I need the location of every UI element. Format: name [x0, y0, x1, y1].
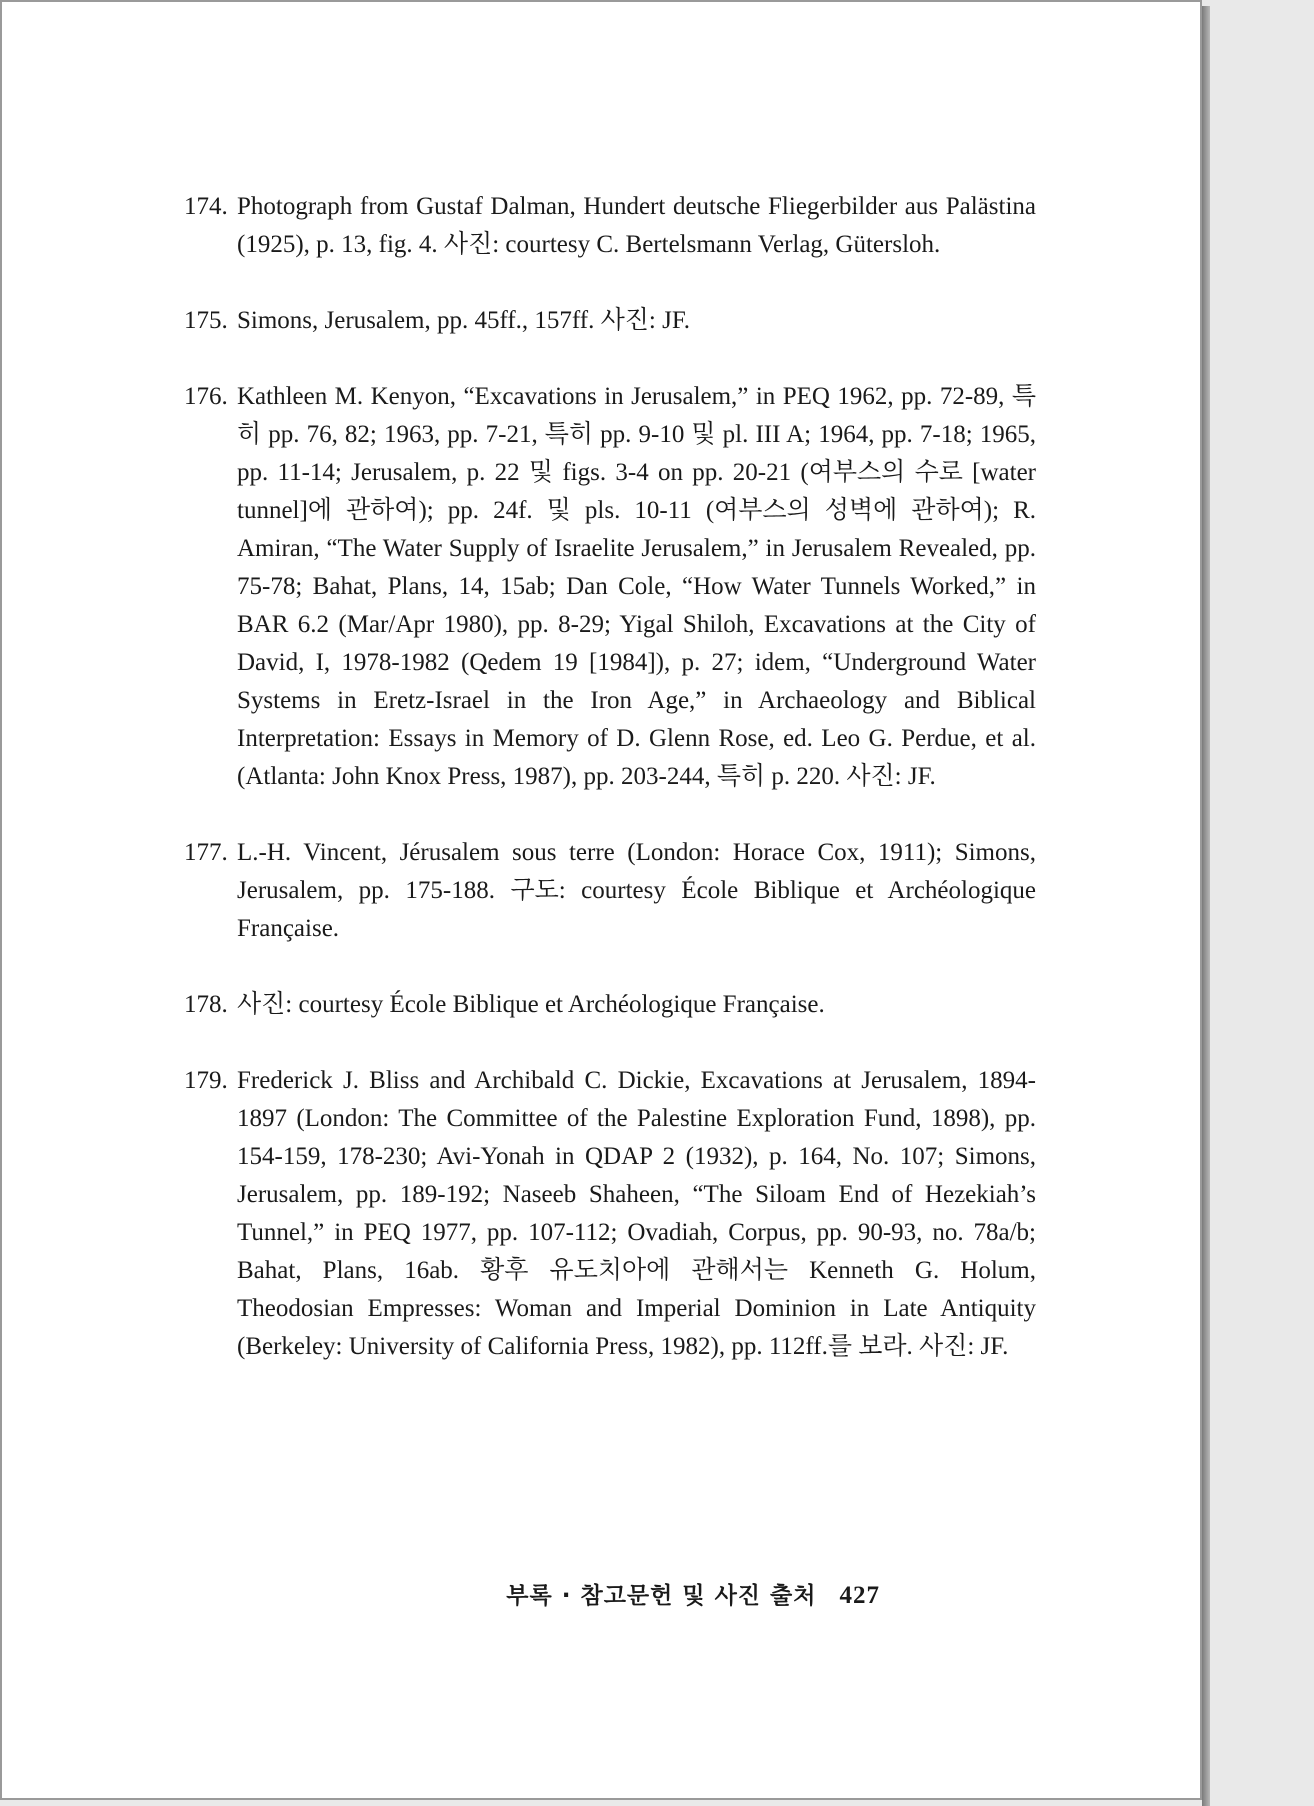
note-text: Simons, Jerusalem, pp. 45ff., 157ff. 사진: JF. [237, 307, 691, 334]
page-number: 427 [839, 1582, 880, 1609]
running-footer [506, 1577, 880, 1610]
note-number: 174. [184, 193, 228, 220]
note-number: 176. [184, 383, 228, 410]
note-number: 175. [184, 307, 228, 334]
note-178 [184, 986, 1036, 1024]
footer-section-title: 부록 · 참고문헌 및 사진 출처 [506, 1583, 817, 1609]
note-177 [184, 834, 1036, 948]
note-number: 178. [184, 991, 228, 1018]
note-number: 179. [184, 1067, 228, 1094]
notes-list [184, 188, 1036, 1404]
note-text: Frederick J. Bliss and Archibald C. Dickie, Excavations at Jerusalem, 1894-1897 (London: The Committee of the Palestine Exploration Fund, 1898), pp. 154-159, 178-230; Avi-Yonah in QDAP 2 (1932), p. 164, No. 107; Simons, Jerusalem, pp. 189-192; Naseeb Shaheen, “The Siloam End of Hezekiah’s Tunnel,” in PEQ 1977, pp. 107-112; Ovadiah, Corpus, pp. 90-93, no. 78a/b; Bahat, Plans, 16ab. 황후 유도치아에 관해서는 Kenneth G. Holum, Theodosian Empresses: Woman and Imperial Dominion in Late Antiquity (Berkeley: University of California Press, 1982), pp. 112ff.를 보라. 사진: JF. [237, 1067, 1036, 1360]
note-175 [184, 302, 1036, 340]
note-179 [184, 1062, 1036, 1366]
note-text: 사진: courtesy École Biblique et Archéologique Française. [237, 991, 825, 1018]
page-edge-shadow [1202, 6, 1210, 1806]
note-text: L.-H. Vincent, Jérusalem sous terre (London: Horace Cox, 1911); Simons, Jerusalem, pp. 175-188. 구도: courtesy École Biblique et Archéologique Française. [237, 839, 1036, 942]
note-text: Kathleen M. Kenyon, “Excavations in Jerusalem,” in PEQ 1962, pp. 72-89, 특히 pp. 76, 82; 1963, pp. 7-21, 특히 pp. 9-10 및 pl. III A; 1964, pp. 7-18; 1965, pp. 11-14; Jerusalem, p. 22 및 figs. 3-4 on pp. 20-21 (여부스의 수로 [water tunnel]에 관하여); pp. 24f. 및 pls. 10-11 (여부스의 성벽에 관하여); R. Amiran, “The Water Supply of Israelite Jerusalem,” in Jerusalem Revealed, pp. 75-78; Bahat, Plans, 14, 15ab; Dan Cole, “How Water Tunnels Worked,” in BAR 6.2 (Mar/Apr 1980), pp. 8-29; Yigal Shiloh, Excavations at the City of David, I, 1978-1982 (Qedem 19 [1984]), p. 27; idem, “Underground Water Systems in Eretz-Israel in the Iron Age,” in Archaeology and Biblical Interpretation: Essays in Memory of D. Glenn Rose, ed. Leo G. Perdue, et al. (Atlanta: John Knox Press, 1987), pp. 203-244, 특히 p. 220. 사진: JF. [237, 383, 1036, 790]
note-text: Photograph from Gustaf Dalman, Hundert deutsche Fliegerbilder aus Palästina (1925), p. 13, fig. 4. 사진: courtesy C. Bertelsmann Verlag, Gütersloh. [237, 193, 1036, 258]
note-176 [184, 378, 1036, 796]
note-number: 177. [184, 839, 228, 866]
note-174 [184, 188, 1036, 264]
